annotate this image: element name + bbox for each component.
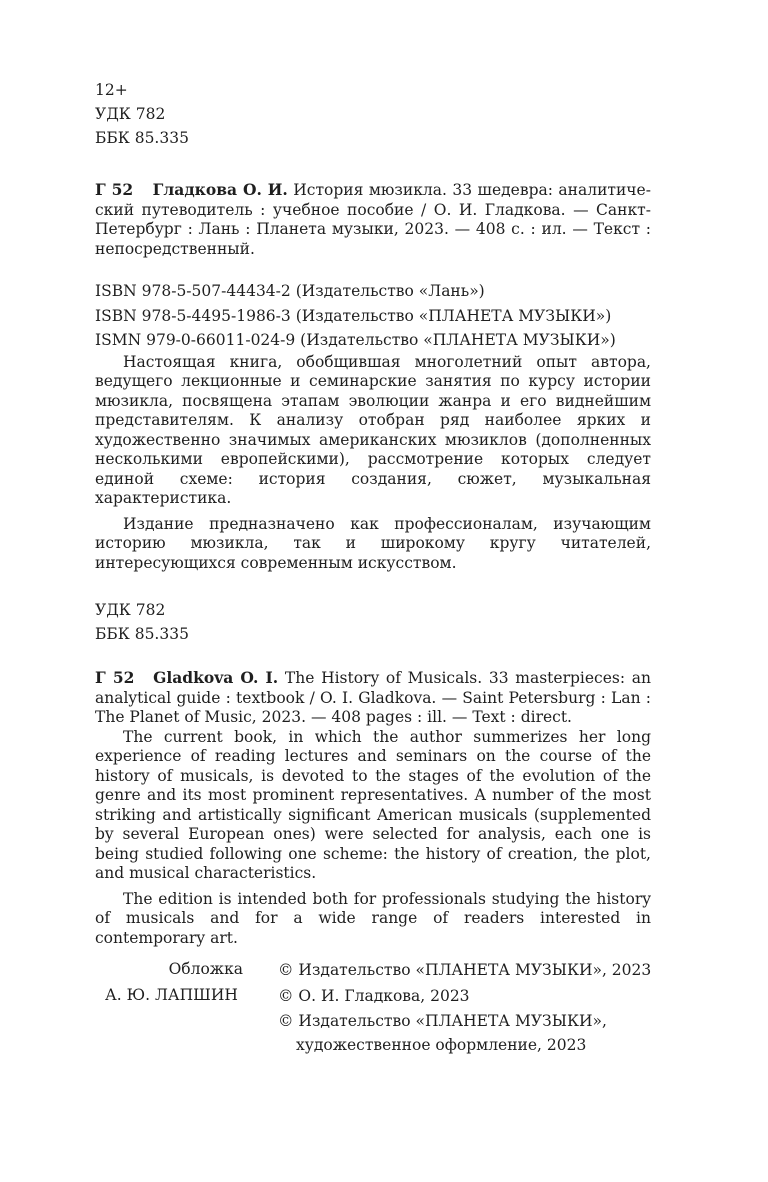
author-mark: Г 52 bbox=[95, 668, 135, 687]
abstract-paragraph: The current book, in which the author summerizes her long experience of reading lectures and seminars on the course of the history of musicals, is devoted to the stages of the evolution of the genre and its most prominent representatives. A number of the most striking and artistically significant American musicals (supplemented by several European ones) were selected for analysis, each one is being studied following one scheme: the history of creation, the plot, and musical characteristics. bbox=[95, 727, 651, 882]
abstract-paragraph: Издание предназначено как профессионалам, изучающим историю мюзикла, так и широкому кругу читателей, интересующихся современным искусством. bbox=[95, 514, 651, 572]
age-rating: 12+ bbox=[95, 81, 128, 99]
book-imprint-page bbox=[95, 78, 652, 1054]
classification-codes bbox=[95, 78, 651, 150]
abstract-en bbox=[95, 728, 651, 949]
isbn-lan: ISBN 978-5-507-44434-2 (Издательство «Лань») bbox=[95, 282, 485, 300]
abstract-paragraph: Настоящая книга, обобщившая многолетний опыт автора, ведущего лекционные и семинарские занятия по курсу истории мюзикла, посвящена этапам эволюции жанра и его виднейшим представителям. К анализу отобран ряд наиболее ярких и художественно значимых американских мюзиклов (дополненных несколькими европейскими), рассмотрение которых следует единой схеме: история создания, сюжет, музыкальная характеристика. bbox=[95, 352, 651, 507]
isbn-list bbox=[95, 279, 651, 353]
abstract-paragraph: The edition is intended both for professionals studying the history of musicals and for a wide range of readers interested in contemporary art. bbox=[95, 889, 651, 947]
bbk-code: ББК 85.335 bbox=[95, 625, 189, 643]
catalog-entry-ru bbox=[95, 180, 651, 259]
copyright-design: © Издательство «ПЛАНЕТА МУЗЫКИ», bbox=[278, 1012, 607, 1030]
author-name: Гладкова О. И. bbox=[152, 180, 288, 199]
isbn-planeta: ISBN 978-5-4495-1986-3 (Издательство «ПЛАНЕТА МУЗЫКИ») bbox=[95, 306, 612, 325]
abstract-ru bbox=[95, 353, 651, 574]
cover-label: Обложка bbox=[168, 960, 243, 978]
copyright-publisher: © Издательство «ПЛАНЕТА МУЗЫКИ», 2023 bbox=[278, 961, 652, 979]
catalog-description: The History of Musicals. 33 masterpieces: an analytical guide : textbook / O. I. Gladkova. — Saint Petersburg : Lan : The Planet of Music, 2023. — 408 pages : ill. — Text : direct. bbox=[95, 669, 651, 726]
udk-code: УДК 782 bbox=[95, 601, 166, 619]
copyright-list bbox=[278, 958, 651, 1056]
udk-code: УДК 782 bbox=[95, 105, 166, 123]
credits-block bbox=[95, 958, 651, 1058]
bbk-code: ББК 85.335 bbox=[95, 129, 189, 147]
catalog-description: История мюзикла. 33 шедевра: аналитический путеводитель : учебное пособие / О. И. Гладкова. — Санкт-Петербург : Лань : Планета музыки, 2023. — 408 с. : ил. — Текст : непосредственный. bbox=[95, 181, 651, 258]
copyright-author: © О. И. Гладкова, 2023 bbox=[278, 986, 470, 1005]
ismn-planeta: ISMN 979-0-66011-024-9 (Издательство «ПЛАНЕТА МУЗЫКИ») bbox=[95, 331, 616, 349]
catalog-entry-en bbox=[95, 668, 651, 728]
copyright-design-cont: художественное оформление, 2023 bbox=[296, 1035, 587, 1054]
author-name: Gladkova O. I. bbox=[153, 668, 279, 687]
classification-codes-en bbox=[95, 598, 651, 646]
author-mark: Г 52 bbox=[95, 180, 134, 199]
cover-artist: А. Ю. ЛАПШИН bbox=[105, 986, 238, 1004]
